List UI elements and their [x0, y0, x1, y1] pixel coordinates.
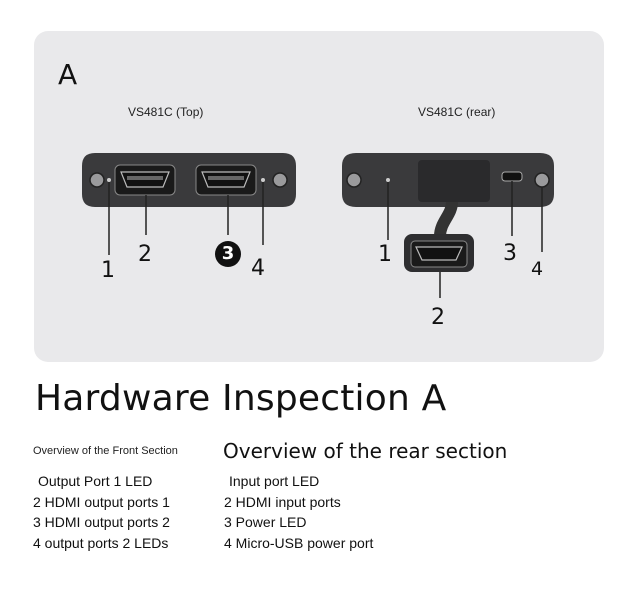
- rear-view-label: VS481C (rear): [418, 105, 496, 119]
- rear-screw-right-icon: [535, 173, 549, 187]
- list-item: 2 HDMI output ports 1: [33, 493, 170, 510]
- list-item: 4 output ports 2 LEDs: [33, 534, 169, 551]
- rear-section-heading: Overview of the rear section: [223, 439, 508, 463]
- list-item: 4 Micro-USB power port: [224, 534, 374, 551]
- led-4-icon: [261, 178, 265, 182]
- top-view-label: VS481C (Top): [128, 105, 204, 119]
- page-title: Hardware Inspection A: [35, 378, 447, 419]
- top-screw-left-icon: [90, 173, 104, 187]
- panel-letter: A: [58, 58, 78, 91]
- front-section-heading: Overview of the Front Section: [33, 445, 178, 457]
- top-callout-1: 1: [101, 258, 115, 283]
- rear-callout-4: 4: [531, 258, 544, 280]
- front-section-list: [33, 471, 170, 553]
- list-item: 3 HDMI output ports 2: [33, 514, 170, 530]
- rear-section-list: [224, 471, 373, 553]
- list-item: 3 Power LED: [224, 514, 307, 530]
- input-led-icon: [386, 178, 390, 182]
- top-screw-right-icon: [273, 173, 287, 187]
- list-item: Input port LED: [229, 473, 320, 489]
- micro-usb-port-icon: [502, 172, 522, 181]
- top-callout-3: 3: [215, 241, 241, 267]
- list-item: Output Port 1 LED: [38, 473, 153, 489]
- top-callout-2: 2: [138, 242, 152, 267]
- list-item: 2 HDMI input ports: [224, 493, 341, 510]
- led-1-icon: [107, 178, 111, 182]
- top-callout-4: 4: [251, 256, 265, 281]
- rear-screw-left-icon: [347, 173, 361, 187]
- rear-callout-2: 2: [431, 305, 445, 330]
- hdmi-input-icon: [416, 247, 462, 260]
- rear-callout-3: 3: [503, 241, 517, 266]
- rear-callout-1: 1: [378, 242, 392, 267]
- rear-device: [342, 153, 554, 298]
- top-device: [82, 153, 296, 255]
